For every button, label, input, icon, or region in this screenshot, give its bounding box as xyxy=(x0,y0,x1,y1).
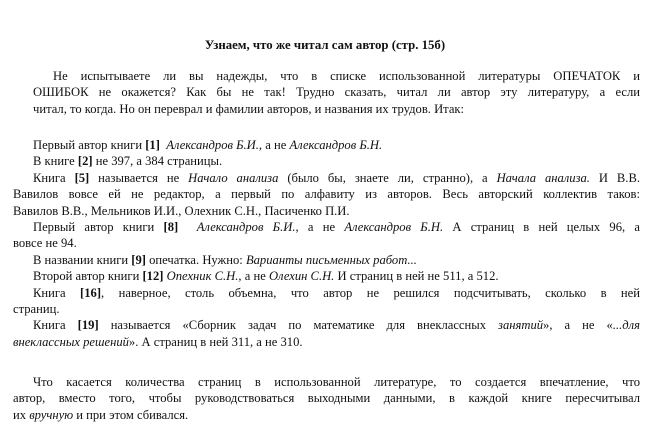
errata-item-5 xyxy=(13,252,640,268)
item-text: называется «Сборник задач по математике для внеклассных xyxy=(98,318,499,333)
reference-number: [16] xyxy=(80,285,102,300)
outro-line-3 xyxy=(13,407,640,423)
author-wrong: Александров Б.И., xyxy=(196,220,299,235)
author-wrong: Опехник С.Н., xyxy=(166,269,242,284)
intro-line-3: читал, то когда. Но он переврал и фамилии авторов, и названия их трудов. Итак: xyxy=(33,101,465,116)
reference-number: [8] xyxy=(163,220,179,235)
item-text: Первый автор книги xyxy=(33,220,164,235)
item-text: а не xyxy=(241,269,269,284)
reference-number: [9] xyxy=(131,252,146,267)
errata-item-8-line-2 xyxy=(13,334,640,350)
errata-item-3-line-2: Вавилов вовсе ей не редактор, а первый по алфавиту из авторов. Весь авторский коллектив таков: xyxy=(13,187,640,202)
item-text: А страниц в ней целых 96, а xyxy=(443,220,640,235)
errata-list xyxy=(13,137,640,350)
outro-line-2: автор, вместо того, чтобы руководствоваться выходными данными, в каждой книге пересчитывал xyxy=(13,391,640,406)
errata-item-7-line-2: страниц. xyxy=(13,302,60,317)
outro-line-1: Что касается количества страниц в использованной литературе, то создается впечатление, что xyxy=(33,375,640,389)
author-cited: Александров Б.Н. xyxy=(289,138,383,152)
item-text: а не xyxy=(298,220,345,235)
errata-item-7 xyxy=(13,285,640,301)
title-correct: занятий xyxy=(498,318,544,333)
reference-number: [19] xyxy=(77,318,99,333)
errata-item-3-line-3: Вавилов В.В., Мельников И.И., Олехник С.Н., Пасиченко П.И. xyxy=(13,203,350,218)
intro-paragraph xyxy=(13,68,640,117)
errata-item-3 xyxy=(13,170,640,186)
item-text: И В.В. xyxy=(589,170,640,185)
item-text: опечатка. Нужно: xyxy=(145,252,246,267)
item-text: называется не xyxy=(89,170,189,185)
title-correct: Варианты письменных работ... xyxy=(245,252,417,267)
item-text: », а не « xyxy=(543,318,613,333)
item-text: не 397, а 384 страницы. xyxy=(92,154,223,169)
title-wrong: Начало анализа xyxy=(188,170,279,185)
reference-number: [1] xyxy=(145,138,160,152)
author-cited: Олехин С.Н. xyxy=(268,269,335,284)
errata-item-8 xyxy=(13,317,640,333)
item-text: Книга xyxy=(33,170,75,185)
emphasis: вручную xyxy=(29,407,74,422)
errata-item-4-line-2: вовсе не 94. xyxy=(13,236,77,251)
intro-line-1: Не испытываете ли вы надежды, что в списке использованной литературы ОПЕЧАТОК и xyxy=(53,69,640,83)
item-text: Книга xyxy=(33,318,78,333)
author-wrong: Александров Б.И., xyxy=(166,138,263,152)
item-text: и при этом сбивался. xyxy=(73,407,189,422)
item-text: И страниц в ней не 511, а 512. xyxy=(334,269,499,284)
reference-number: [2] xyxy=(77,154,93,169)
item-text: Книга xyxy=(33,285,81,300)
intro-line-2: ОШИБОК не окажется? Как бы не так! Трудно сказать, читал ли автор эту литературу, а если xyxy=(33,85,640,100)
item-text: В книге xyxy=(33,154,78,169)
item-text: , наверное, столь объемна, что автор не решился подсчитывать, сколько в ней xyxy=(101,285,640,300)
item-text: Второй автор книги xyxy=(33,269,143,284)
errata-item-4 xyxy=(13,219,640,235)
outro-paragraph xyxy=(13,374,640,423)
item-text: (было бы, знаете ли, странно), а xyxy=(278,170,497,185)
title-correct: Начала анализа. xyxy=(496,170,590,185)
item-text: их xyxy=(13,407,30,422)
errata-item-1 xyxy=(13,137,640,153)
section-title: Узнаем, что же читал сам автор (стр. 15б) xyxy=(204,38,446,52)
item-text: Первый автор книги xyxy=(33,138,146,152)
reference-number: [5] xyxy=(74,170,90,185)
errata-item-2 xyxy=(13,153,640,169)
title-wrong: ...для xyxy=(612,318,640,333)
author-cited: Александров Б.Н. xyxy=(344,220,444,235)
item-text: В названии книги xyxy=(33,252,132,267)
title-wrong: внеклассных решений xyxy=(13,334,129,349)
errata-item-6 xyxy=(13,268,640,284)
item-text: ». А страниц в ней 311, а не 310. xyxy=(128,334,303,349)
item-text: а не xyxy=(262,138,290,152)
reference-number: [12] xyxy=(142,269,164,284)
